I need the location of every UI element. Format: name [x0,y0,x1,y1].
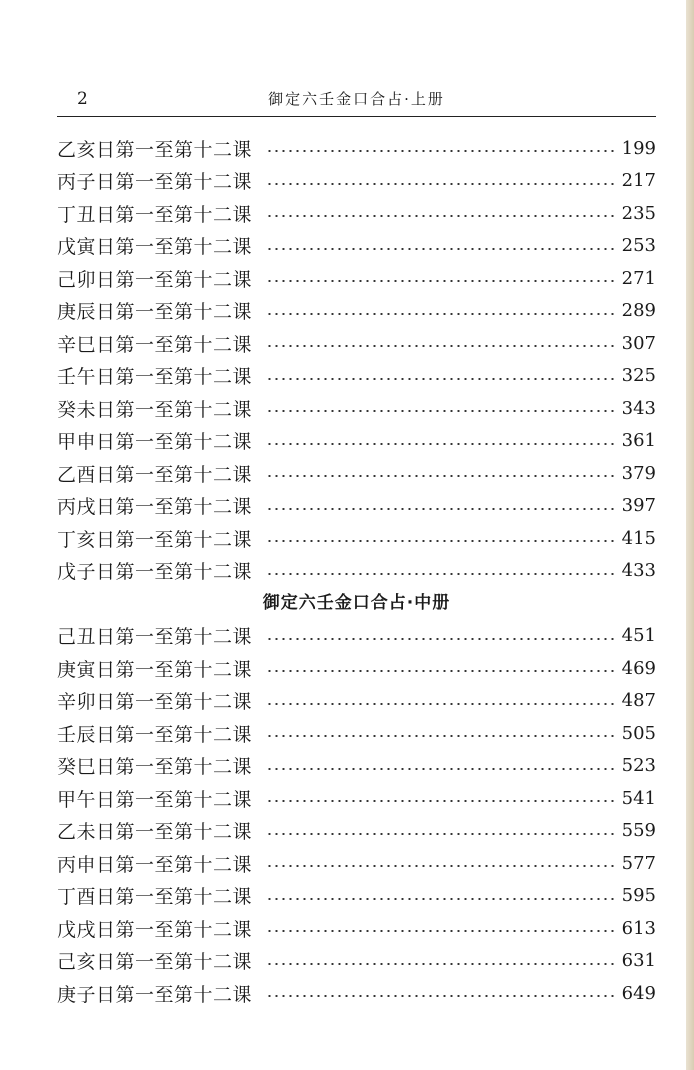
toc-entry-label: 庚寅日第一至第十二课 [57,658,253,681]
toc-entry [57,165,656,198]
toc-entry-page-number: 433 [621,560,656,582]
toc-entry-page-number: 397 [621,495,656,517]
dot-leader [266,898,614,900]
dot-leader [266,215,614,217]
toc-entry-page-number: 505 [621,722,656,744]
toc-entry [57,912,656,945]
toc-entry-label: 甲午日第一至第十二课 [57,788,253,811]
toc-entry [57,197,656,230]
toc-entry-page-number: 361 [621,430,656,452]
page-number: 2 [77,89,88,109]
toc-section-volume-two [57,620,656,1010]
dot-leader [266,800,614,802]
dot-leader [266,865,614,867]
toc-entry-page-number: 487 [621,690,656,712]
dot-leader [266,150,614,152]
toc-entry-page-number: 199 [621,137,656,159]
dot-leader [266,735,614,737]
toc-entry-label: 丙申日第一至第十二课 [57,853,253,876]
dot-leader [266,703,614,705]
toc-entry [57,977,656,1010]
toc-entry-label: 乙亥日第一至第十二课 [57,138,253,161]
toc-entry-page-number: 289 [621,300,656,322]
toc-entry [57,490,656,523]
toc-entry-label: 戊寅日第一至第十二课 [57,236,253,259]
toc-entry-label: 庚子日第一至第十二课 [57,983,253,1006]
toc-entry-label: 丁酉日第一至第十二课 [57,886,253,909]
dot-leader [266,248,614,250]
dot-leader [266,768,614,770]
toc-entry-page-number: 217 [621,170,656,192]
toc-entry-page-number: 307 [621,332,656,354]
toc-section-volume-one [57,132,656,587]
dot-leader [266,638,614,640]
table-of-contents [57,132,656,1010]
toc-entry-page-number: 577 [621,852,656,874]
toc-entry [57,295,656,328]
toc-entry-page-number: 523 [621,755,656,777]
dot-leader [266,995,614,997]
toc-entry [57,815,656,848]
toc-entry-label: 丁丑日第一至第十二课 [57,203,253,226]
dot-leader [266,573,614,575]
dot-leader [266,475,614,477]
toc-entry-page-number: 613 [621,917,656,939]
toc-entry-label: 己丑日第一至第十二课 [57,626,253,649]
dot-leader [266,963,614,965]
toc-entry-page-number: 379 [621,462,656,484]
toc-entry [57,262,656,295]
toc-entry-label: 癸未日第一至第十二课 [57,398,253,421]
toc-entry [57,685,656,718]
toc-entry-page-number: 649 [621,982,656,1004]
dot-leader [266,670,614,672]
toc-entry-page-number: 343 [621,397,656,419]
toc-entry-label: 壬辰日第一至第十二课 [57,723,253,746]
toc-entry-page-number: 253 [621,235,656,257]
dot-leader [266,930,614,932]
toc-entry [57,750,656,783]
toc-entry-label: 辛巳日第一至第十二课 [57,333,253,356]
toc-entry-label: 乙未日第一至第十二课 [57,821,253,844]
toc-entry [57,522,656,555]
toc-entry-label: 乙酉日第一至第十二课 [57,463,253,486]
toc-entry-page-number: 595 [621,885,656,907]
section-heading: 御定六壬金口合占·中册 [262,593,451,613]
dot-leader [266,833,614,835]
toc-entry-page-number: 631 [621,950,656,972]
dot-leader [266,183,614,185]
toc-entry-page-number: 469 [621,657,656,679]
running-title: 御定六壬金口合占·上册 [268,90,445,108]
toc-entry-page-number: 559 [621,820,656,842]
toc-entry-page-number: 415 [621,527,656,549]
dot-leader [266,508,614,510]
toc-entry [57,717,656,750]
toc-entry-page-number: 325 [621,365,656,387]
dot-leader [266,345,614,347]
toc-entry [57,945,656,978]
dot-leader [266,313,614,315]
toc-entry-label: 戊子日第一至第十二课 [57,561,253,584]
toc-entry-label: 丁亥日第一至第十二课 [57,528,253,551]
toc-entry-page-number: 451 [621,625,656,647]
toc-entry [57,230,656,263]
toc-entry-page-number: 271 [621,267,656,289]
page-edge [686,0,694,1070]
toc-entry [57,652,656,685]
toc-entry [57,880,656,913]
toc-entry-label: 丙子日第一至第十二课 [57,171,253,194]
toc-entry [57,555,656,588]
toc-entry-label: 辛卯日第一至第十二课 [57,691,253,714]
toc-entry [57,847,656,880]
dot-leader [266,280,614,282]
toc-entry-page-number: 235 [621,202,656,224]
toc-entry-label: 己亥日第一至第十二课 [57,951,253,974]
toc-entry-label: 戊戌日第一至第十二课 [57,918,253,941]
dot-leader [266,540,614,542]
toc-entry [57,132,656,165]
toc-entry-page-number: 541 [621,787,656,809]
toc-entry [57,782,656,815]
dot-leader [266,410,614,412]
toc-entry-label: 壬午日第一至第十二课 [57,366,253,389]
toc-entry [57,360,656,393]
toc-entry-label: 癸巳日第一至第十二课 [57,756,253,779]
toc-entry-label: 己卯日第一至第十二课 [57,268,253,291]
toc-entry-label: 甲申日第一至第十二课 [57,431,253,454]
page-header [57,86,656,117]
toc-entry [57,620,656,653]
toc-entry-label: 丙戌日第一至第十二课 [57,496,253,519]
toc-entry [57,327,656,360]
toc-entry-label: 庚辰日第一至第十二课 [57,301,253,324]
dot-leader [266,443,614,445]
toc-entry [57,392,656,425]
toc-entry [57,425,656,458]
dot-leader [266,378,614,380]
toc-entry [57,457,656,490]
